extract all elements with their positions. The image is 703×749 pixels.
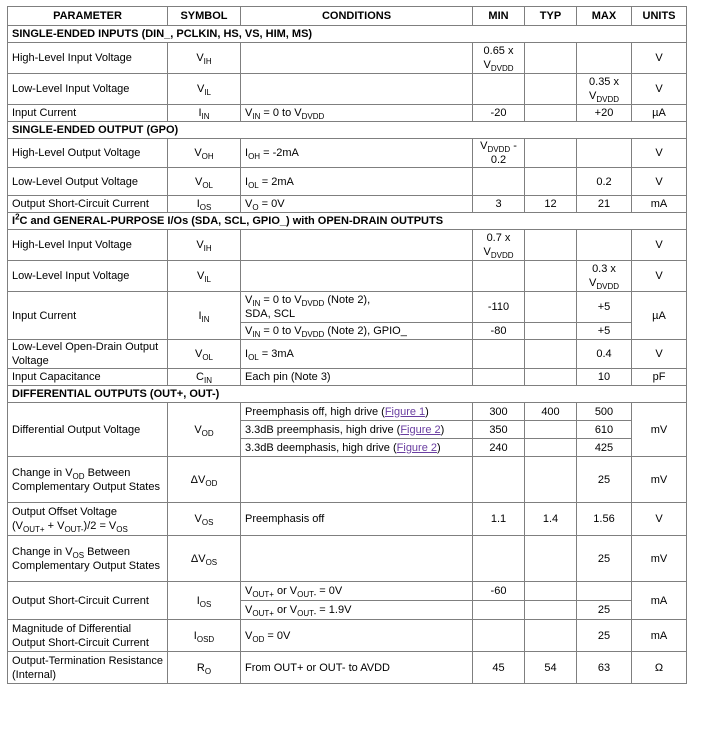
section-title: SINGLE-ENDED INPUTS (DIN_, PCLKIN, HS, VS, HIM, MS) bbox=[8, 26, 687, 43]
table-row: 3.3dB preemphasis, high drive (Figure 2) 350 610 bbox=[8, 421, 687, 439]
spec-table bbox=[7, 6, 687, 684]
table-row: Input Capacitance $C_{IN}$ Each pin (Note 3) 10 pF bbox=[8, 369, 687, 386]
table-row: $V_{IN} = 0$ to $V_{DVDD}$ (Note 2), GPIO_ -80 +5 bbox=[8, 323, 687, 340]
table-row: High-Level Input Voltage $V_{IH}$ 0.7 x $V_{DVDD}$ V bbox=[8, 230, 687, 261]
figure-1-link[interactable]: Figure 1 bbox=[384, 405, 426, 418]
section-row bbox=[8, 122, 687, 139]
col-units: UNITS bbox=[632, 7, 687, 26]
table-row: High-Level Output Voltage $V_{OH}$ $I_{OH} = -2mA$ $V_{DVDD}$ - 0.2 V bbox=[8, 139, 687, 168]
table-row: Output-Termination Resistance (Internal) $R_O$ From OUT+ or OUT- to AVDD 45 54 63 Ω bbox=[8, 652, 687, 684]
table-row: Output Short-Circuit Current $I_{OS}$ $V_O = 0V$ 3 12 21 mA bbox=[8, 196, 687, 213]
table-row: High-Level Input Voltage $V_{IH}$ 0.65 x $V_{DVDD}$ V bbox=[8, 43, 687, 74]
table-row: Output Short-Circuit Current $I_{OS}$ $V_{OUT+}$ or $V_{OUT-} = 0V$ -60 mA bbox=[8, 582, 687, 601]
section-row bbox=[8, 213, 687, 230]
section-row bbox=[8, 26, 687, 43]
table-row: Output Offset Voltage $(V_{OUT+} + V_{OUT-})/2 = V_{OS}$ $V_{OS}$ Preemphasis off 1.1 1.4 1.56 V bbox=[8, 503, 687, 536]
table-row: Input Current $I_{IN}$ $V_{IN} = 0$ to $V_{DVDD}$ (Note 2), SDA, SCL -110 +5 µA bbox=[8, 292, 687, 323]
figure-2-link[interactable]: Figure 2 bbox=[396, 441, 438, 454]
table-row: Differential Output Voltage $V_{OD}$ Preemphasis off, high drive (Figure 1) 300 400 500 mV bbox=[8, 403, 687, 421]
section-title: DIFFERENTIAL OUTPUTS (OUT+, OUT-) bbox=[8, 386, 687, 403]
header-row bbox=[8, 7, 687, 26]
table-row: $V_{OUT+}$ or $V_{OUT-} = 1.9V$ 25 bbox=[8, 601, 687, 620]
table-row: Change in $V_{OS}$ Between Complementary Output States $\Delta V_{OS}$ 25 mV bbox=[8, 536, 687, 582]
section-title: $I^2C$ and GENERAL-PURPOSE I/Os (SDA, SCL, GPIO_) with OPEN-DRAIN OUTPUTS bbox=[8, 213, 687, 230]
col-min: MIN bbox=[473, 7, 525, 26]
table-row: Low-Level Input Voltage $V_{IL}$ 0.35 x $V_{DVDD}$ V bbox=[8, 74, 687, 105]
table-row: Change in $V_{OD}$ Between Complementary Output States $\Delta V_{OD}$ 25 mV bbox=[8, 457, 687, 503]
table-row: Low-Level Input Voltage $V_{IL}$ 0.3 x $V_{DVDD}$ V bbox=[8, 261, 687, 292]
col-typ: TYP bbox=[525, 7, 577, 26]
col-conditions: CONDITIONS bbox=[241, 7, 473, 26]
table-row: 3.3dB deemphasis, high drive (Figure 2) 240 425 bbox=[8, 439, 687, 457]
table-row: Low-Level Output Voltage $V_{OL}$ $I_{OL} = 2mA$ 0.2 V bbox=[8, 168, 687, 196]
figure-2-link[interactable]: Figure 2 bbox=[400, 423, 441, 436]
section-title: SINGLE-ENDED OUTPUT (GPO) bbox=[8, 122, 687, 139]
col-parameter: PARAMETER bbox=[8, 7, 168, 26]
table-row: Low-Level Open-Drain Output Voltage $V_{OL}$ $I_{OL} = 3mA$ 0.4 V bbox=[8, 340, 687, 369]
col-symbol: SYMBOL bbox=[168, 7, 241, 26]
section-row bbox=[8, 386, 687, 403]
table-row: Input Current $I_{IN}$ $V_{IN} = 0$ to $V_{DVDD}$ -20 +20 µA bbox=[8, 105, 687, 122]
col-max: MAX bbox=[577, 7, 632, 26]
table-row: Magnitude of Differential Output Short-Circuit Current $I_{OSD}$ $V_{OD} = 0V$ 25 mA bbox=[8, 620, 687, 652]
